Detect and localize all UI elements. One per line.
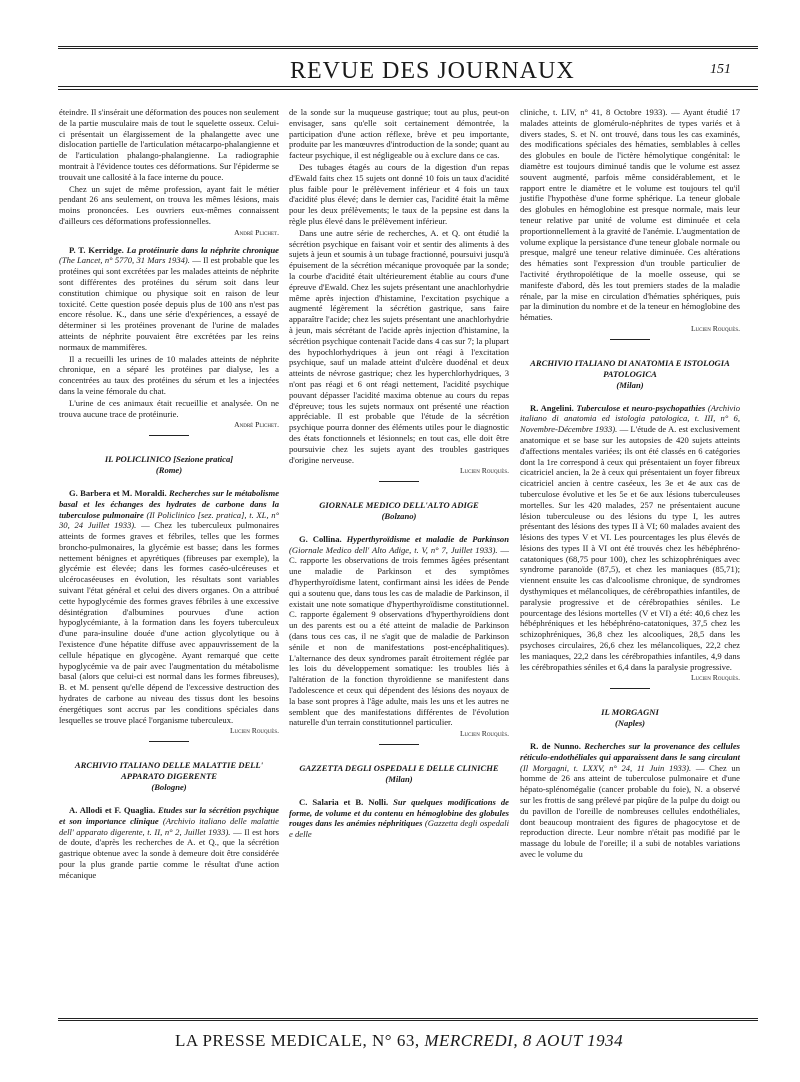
paragraph: éteindre. Il s'insérait une déformation des pouces non seulement de la partie musculaire mais de tout le squelette osseux. Celui-ci présentait un élargissement de la phalangette avec une dislocation partielle de l'articulation métacarpo-phalangienne et de l'articulation phalango-phalangienne. La radiographie montrait à l'évidence toutes ces déformations. Sur l'épiderme se trouvait une callosité à la face interne du pouce. [59,107,279,182]
section-city: (Naples) [614,718,646,729]
article-reference: (Giornale Medico dell' Alto Adige, t. V, n° 7, Juillet 1933). [289,544,498,555]
paragraph: cliniche, t. LIV, n° 41, 8 Octobre 1933). — Ayant étudié 17 malades atteints de glomérulo-néphrites de types variés et à divers stades, S. et N. ont trouvé, dans tous les cas examinés, des modifications spéciales des hématies, semblables à celles des globules en boule de l'ictère hémolytique congénital: le diamètre est toujours diminué tandis que le volume est assez souvent augmenté, parfois même considérablement, et le rapport entre le diamètre et le volume est toujours tel qu'il justifie l'hypothèse d'une forme sphérique. La teneur globale des globules en hémoglobine est presque normale, mais leur teneur relative par unité de volume est diminuée et cela proportionnellement à la gravité de l'anémie. L'augmentation de volume explique la persistance d'une teneur globale normale ou presque, malgré une teneur relative diminuée. Ces altérations des hématies sont l'expression d'un trouble particulier de l'activité érythropoïétique de la moelle osseuse, qui se manifeste d'abord, dès les tout premiers stades de la maladie rénale, par la mise en circulation d'hématies sphériques, puis par la diminution du nombre et de la teneur en hémoglobine des hématies. [520,107,740,323]
article-reference: (Archivio italiano delle malattie dell' apparato digerente, t. II, n° 2, Juillet 1933). [59,815,279,837]
signature: André Plichet. [234,227,279,237]
section-heading: ARCHIVIO ITALIANO DELLE MALATTIE DELL' APPARATO DIGERENTE [74,760,264,782]
signature: Lucien Rouquès. [229,726,279,736]
section-heading: IL POLICLINICO [Sezione pratica] [104,454,234,465]
section-city: (Milan) [385,774,413,785]
signature: Lucien Rouquès. [690,323,740,333]
column-3 [520,107,740,861]
article-title: Hyperthyroïdisme et maladie de Parkinson [346,533,510,544]
article-title: Tuberculose et neuro-psychopathies [576,402,706,413]
paragraph: Dans une autre série de recherches, A. et Q. ont étudié la sécrétion psychique en faisant voir et sentir des aliments à des sujets à jeun et soumis à un tubage fractionné, poursuivi jusqu'à épuisement de la sécrétion mécanique provoquée par la sonde; la courbe d'acidité était ultérieurement établie au cours d'une épreuve d'Ewald. Chez les sujets présentant une anachlorhydrie même après injection d'histamine, l'excitation psychique a augmenté légèrement la sécrétion gastrique, sans faire apparaître l'acide; chez les sujets présentant une anachlorhydrie à jeun, mais sécrétant de l'acide après injection d'histamine, la sécrétion psychique contenait l'acide dans 4 cas sur 7; la plupart des hypochlorhydriques à jeun ont réagi à l'excitation psychique, sauf un malade atteint d'ulcère duodénal et deux atteints de névrose gastrique; chez les hyperchlorhydriques, 3 n'ont pas réagi et 6 ont réagi nettement, l'acidité psychique pouvant dépasser l'acidité maxima obtenue au cours du repas d'épreuve; tous les sujets normaux ont présenté une réaction appréciable. Il est probable que l'étude de la sécrétion psychique pourra donner des éléments utiles pour le diagnostic des états fonctionnels et lésionnels; en tout cas, elle doit être poursuivie chez les sujets ayant des troubles gastriques d'origine nerveuse. [289,227,509,465]
page-footer [175,1031,623,1051]
article-author: A. Allodi et F. Quaglia. [69,805,156,816]
article-body: — Il est hors de doute, d'après les recherches de A. et Q., que la sécrétion gastrique obtenue avec la sonde à demeure doit être considérée pour la plus grande partie comme le résultat d'une action mécanique [59,826,280,880]
section-heading: GIORNALE MEDICO DELL'ALTO ADIGE [319,500,479,511]
article [520,741,740,860]
article [59,245,279,353]
article-body: — Chez les tuberculeux pulmonaires atteints de formes graves et fébriles, telles que les formes broncho-pulmonaires, la glycémie est basse; dans les formes nettement bénignes et apyrétiques (fibreuses par exemple), la glycémie est élevée; dans les formes caséo-ulcéreuses et ulcérocaséeuses en évolution, les résultats sont variables suivant l'état général et celui des divers organes. On a attribué cette hypoglycémie des formes graves fébriles à une excessive désintégration d'albumines pourvues d'une action hypoglycémiante, à la formation dans les foyers tuberculeux d'une para-insuline douée d'une action glycolytique ou à l'existence d'une hépatite diffuse avec appauvrissement de la cellule hépatique en glycogène. Ayant remarqué que cette hypoglycémie va de pair avec l'augmentation du métabolisme basal (alors que celui-ci est normal dans les formes fibreuses), B. et M. pensent qu'elle dépend de l'excessive destruction des hydrates de carbone au niveau des tissus dont les besoins énergétiques sont accrus par les conditions spéciales dans lesquelles se trouve placé l'organisme tuberculeux. [59,520,279,725]
section-divider [610,688,650,689]
footer-rule [58,1018,758,1021]
article-author: C. Salaria et B. Nolli. [299,796,389,807]
section-city: (Bolzano) [381,511,417,522]
signature: André Plichet. [234,420,279,430]
section-heading: IL MORGAGNI [601,707,659,718]
footer-journal: LA PRESSE MEDICALE, N° 63, [175,1031,420,1050]
section-city: (Rome) [155,465,183,476]
article-reference: (Il Morgagni, t. LXXV, n° 24, 11 Juin 1933). [520,762,692,773]
section-divider [379,481,419,482]
footer-date: MERCREDI, 8 AOUT 1934 [424,1031,624,1050]
signature: Lucien Rouquès. [690,673,740,683]
section-city: (Milan) [616,379,644,390]
article [520,403,740,673]
article-reference: (Archivio italiano di anatomia ed istologia patologica, t. III, n° 6, Novembre-Décembre 1933). [520,402,740,435]
section-divider [149,741,189,742]
column-2 [289,107,509,841]
article-author: P. T. Kerridge. [69,244,124,255]
header-top-rule [58,46,758,49]
article [289,534,509,728]
page-number: 151 [710,62,731,77]
article-author: R. de Nunno. [530,741,581,752]
signature: Lucien Rouquès. [459,466,509,476]
article-reference: (Il Policlinico [sez. pratica], t. XL, n° 30, 24 Juillet 1933). [59,509,280,531]
article-author: G. Collina. [299,533,342,544]
article-title: Recherches sur le métabolisme basal et les échanges des hydrates de carbone dans la tuberculose pulmonaire [59,487,280,520]
article [289,797,509,840]
article-author: G. Barbera et M. Moraldi. [69,487,167,498]
column-1 [59,107,279,882]
paragraph: Il a recueilli les urines de 10 malades atteints de néphrite chronique, en a séparé les protéines par dialyse, les a concentrées au taux des protéines du sérum et les a injectées dans la veine fémorale du chat. [59,353,279,396]
paragraph: Chez un sujet de même profession, ayant fait le métier pendant 26 ans seulement, on trouva les mêmes lésions, mais moins prononcées. Les ouvriers eux-mêmes connaissent d'ailleurs ces déformations professionnelles. [59,183,279,226]
article-title: Sur quelques modifications de forme, de volume et du contenu en hémoglobine des globules rouges dans les anémies néphritiques [289,796,509,829]
article-title: Etudes sur la sécrétion psychique et son importance clinique [59,805,279,826]
article-title: Recherches sur la provenance des cellules réticulo-endothéliales qui apparaissent dans le sang circulant [520,741,740,762]
paragraph: L'urine de ces animaux était recueillie et analysée. On ne trouva aucune trace de protéinurie. [59,397,279,419]
section-heading: GAZZETTA DEGLI OSPEDALI E DELLE CLINICHE [299,763,499,774]
section-heading: ARCHIVIO ITALIANO DI ANATOMIA E ISTOLOGIA PATOLOGICA [530,357,730,379]
article-body: — Chez un homme de 26 ans atteint de tuberculose pulmonaire et d'une hépato-splénomégalie (cancer probable du foie), N. a observé sur les frottis de sang prélevé par piqûre de la pulpe du doigt ou du pavillon de l'oreille de nombreuses cellules endothéliales, dont beaucoup montraient des figures de phagocytose et de reproduction directe. Leur nombre n'était pas modifié par le massage du lobule de l'oreille; il a subi de notables variations avec le volume du [520,762,740,860]
article-reference: (The Lancet, n° 5770, 31 Mars 1934). [59,255,190,266]
article-body: — L'étude de A. est exclusivement anatomique et se base sur les autopsies de 420 sujets atteints d'affections mentales variées; ils ont été classés en 6 catégories dont la 1re correspond à ceux qui présentaient un foyer fibreux cicatriciel ancien, la 2e à ceux qui présentaient un foyer fibreux cicatriciel ancien à centre caséeux, les 3e et 4e aux cas de tuberculose évolutive et les 5e et 6e aux lésions tuberculeuses mortelles. Sur les 420 malades, 257 ne présentaient aucune lésion tuberculeuse ou des lésions du type I, les autres présentant des lésions des types II à VI; 60 malades avaient des lésions des types V et VI. Les pourcentages les plus élevés de lésions des types II à VI ont été trouvés chez les hébéphréno-catatoniques (68,75 pour 100), chez les schizophréniques avec syndrome paranoïde (87,5), et chez les maniaques (85,71); viennent ensuite les cas d'alcoolisme chronique, de syndromes dysthymiques et mélancoliques, de cérébropathies infantiles, de paralysie progressive et de cérébropathies séniles. Le pourcentage des lésions mortelles (V et VI) a été: 40,6 chez les hébéphréniques et les hébéphréno-catatoniques, 37,5 chez les schizophréniques, 36,8 chez les alcooliques, 28,5 dans les psychoses circulaires, 26,6 chez les mélancoliques, 22,2 chez les maniaques, 22,2 dans les cérébropathies infantiles, 4,9 dans les cérébropathies séniles et 6,4 dans la paralysie progressive. [520,424,741,672]
header-bottom-rule [58,86,758,87]
article [59,805,279,881]
header-bottom-rule-2 [58,89,758,90]
article-body: — C. rapporte les observations de trois femmes âgées présentant une maladie de Parkinson et des symptômes d'hyperthyroïdisme latent, confirmant ainsi les idées de Pende qui a soutenu que, dans tous les cas de maladie de Parkinson, il existait une note somatique d'hyperthyroïdisme constitutionnel. C. rapporte également 9 observations d'hyperthyroïdiens dont un des parents est ou a été atteint de maladie de Parkinson (dans tous ces cas, il ne s'agit que de maladie de Parkinson sénile et non de manifestations post-encéphalitiques). L'alternance des deux syndromes paraît étroitement réglée par les lois du développement somatique: les troubles liés à l'altération de la fonction thyroïdienne se manifestent dans l'adolescence et ceux qui dépendent des lésions des noyaux de la base sont propres à l'âge adulte, mais les uns et les autres ne semblent que des manifestations différentes de l'évolution naturelle d'un terrain constitutionnel particulier. [289,544,509,728]
paragraph: de la sonde sur la muqueuse gastrique; tout au plus, peut-on envisager, sans qu'elle soit certainement démontrée, la participation d'une action réflexe, brève et peu importante, produite par les manœuvres d'introduction de la sonde; quant au facteur psychique, il est négligeable ou à exclure dans ce cas. [289,107,509,161]
article-author: R. Angelini. [530,402,574,413]
article-title: La protéinurie dans la néphrite chronique [126,244,279,255]
page-title: REVUE DES JOURNAUX [290,58,575,84]
article-body: — Il est probable que les protéines qui sont excrétées par les malades atteints de néphrite sont différentes des protéines du sérum soit dans leur constitution chimique ou physique soit en raison de leur toxicité. Cette question posée depuis plus de 100 ans n'est pas encore résolue. K., dans une série d'expériences, a essayé de déterminer si les protéines provenant de l'urine de malades atteints de néphrite pouvaient être excrétées par les reins normaux de mammifères. [59,255,279,352]
section-divider [379,744,419,745]
section-divider [149,435,189,436]
paragraph: Des tubages étagés au cours de la digestion d'un repas d'Ewald faits chez 15 sujets ont donné 10 fois un taux d'acidité plus faible pour le prélèvement inférieur et 4 fois un taux d'acidité plus élevé; dans le dernier cas, l'acidité était la même pour les deux prélèvements; le taux de la pepsine est dans la règle plus élevé dans le prélèvement inférieur. [289,161,509,226]
signature: Lucien Rouquès. [459,729,509,739]
section-city: (Bologne) [151,782,187,793]
section-divider [610,339,650,340]
article-reference: (Gazzetta degli ospedali e delle [289,818,509,840]
article [59,488,279,726]
